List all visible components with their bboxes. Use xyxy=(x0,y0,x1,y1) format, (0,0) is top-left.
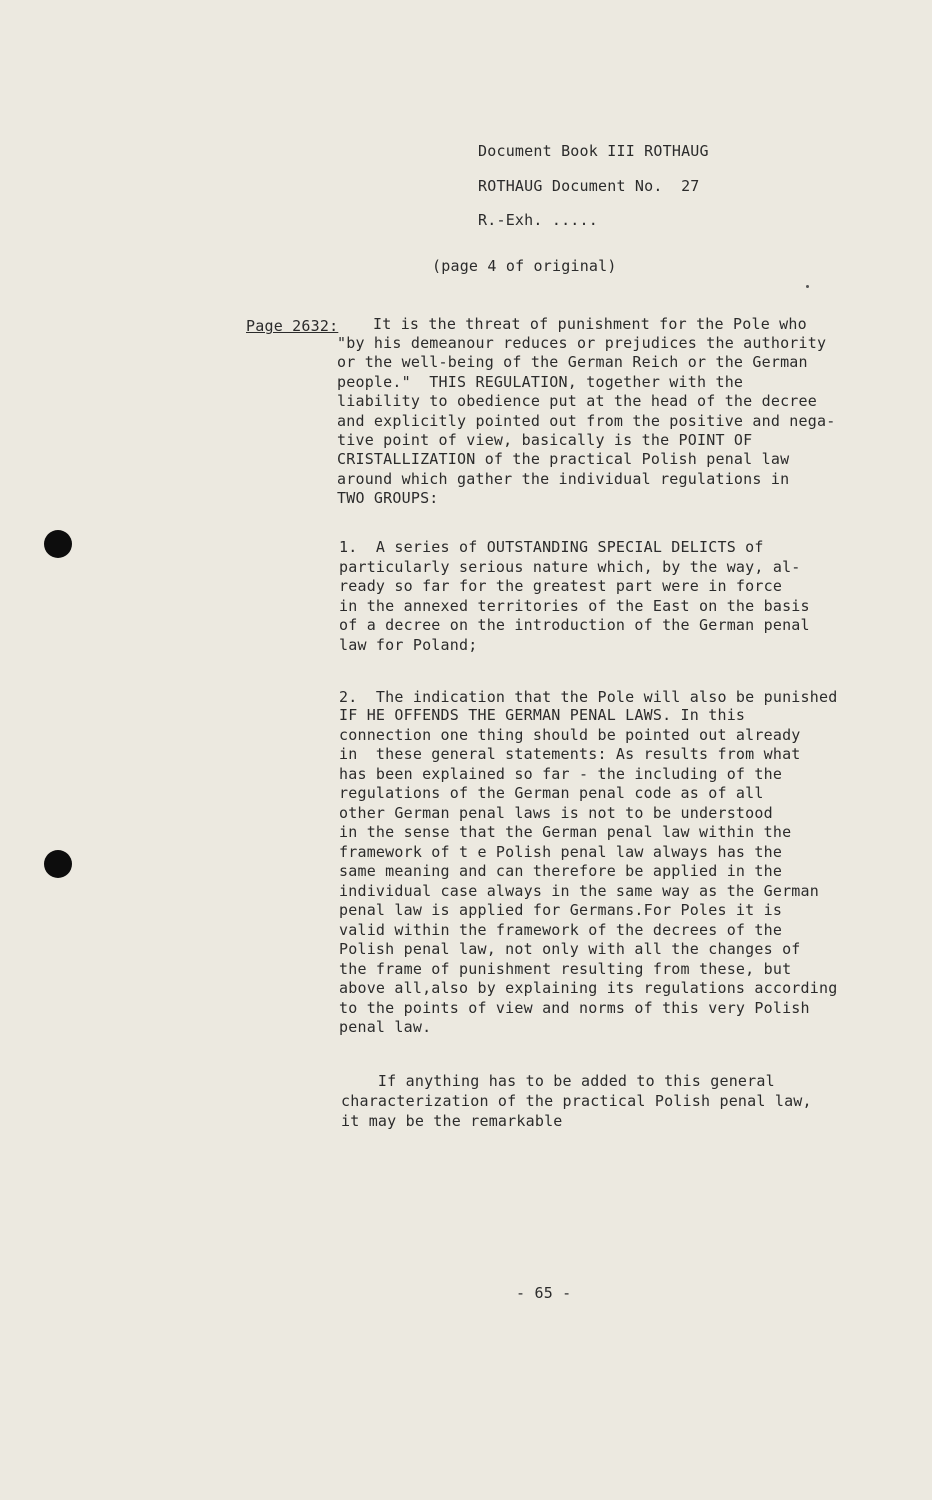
item-2-line: in the sense that the German penal law within the xyxy=(339,823,792,841)
item-2-line: in these general statements: As results from what xyxy=(339,745,801,763)
paragraph-1-line: TWO GROUPS: xyxy=(337,489,439,507)
item-2-line: other German penal laws is not to be understood xyxy=(339,804,773,822)
paragraph-1-line: people." THIS REGULATION, together with the xyxy=(337,373,744,391)
paragraph-1-line: and explicitly pointed out from the positive and nega- xyxy=(337,412,836,430)
item-2-line: Polish penal law, not only with all the changes of xyxy=(339,940,801,958)
item-1-line: of a decree on the introduction of the German penal xyxy=(339,616,810,634)
item-2-line: has been explained so far - the including of the xyxy=(339,765,783,783)
paragraph-3-line: If anything has to be added to this general xyxy=(341,1072,775,1090)
item-2-line: same meaning and can therefore be applied in the xyxy=(339,862,783,880)
item-2-line: the frame of punishment resulting from these, but xyxy=(339,960,792,978)
punch-hole-bottom xyxy=(44,850,72,878)
item-2-line: IF HE OFFENDS THE GERMAN PENAL LAWS. In this xyxy=(339,706,746,724)
paragraph-3-line: it may be the remarkable xyxy=(341,1112,563,1130)
page-number: - 65 - xyxy=(516,1284,572,1302)
item-2-line: individual case always in the same way as the German xyxy=(339,882,819,900)
page-note: (page 4 of original) xyxy=(432,257,617,275)
item-2-line: valid within the framework of the decrees of the xyxy=(339,921,783,939)
item-2-line: 2. The indication that the Pole will also be punished xyxy=(339,688,838,706)
paragraph-3-line: characterization of the practical Polish penal law, xyxy=(341,1092,812,1110)
item-2-line: connection one thing should be pointed out already xyxy=(339,726,801,744)
paragraph-1-line: CRISTALLIZATION of the practical Polish penal law xyxy=(337,450,790,468)
paragraph-1-line: tive point of view, basically is the POINT OF xyxy=(337,431,753,449)
paragraph-1-line: It is the threat of punishment for the Pole who xyxy=(373,315,807,333)
header-exhibit: R.-Exh. ..... xyxy=(478,211,598,229)
item-2-line: regulations of the German penal code as of all xyxy=(339,784,764,802)
item-1-line: ready so far for the greatest part were in force xyxy=(339,577,783,595)
paragraph-1-line: or the well-being of the German Reich or the German xyxy=(337,353,808,371)
paragraph-1-line: liability to obedience put at the head of the decree xyxy=(337,392,817,410)
page-reference: Page 2632: xyxy=(246,317,339,335)
item-1-line: particularly serious nature which, by the way, al- xyxy=(339,558,801,576)
speck xyxy=(806,285,809,288)
item-2-line: penal law is applied for Germans.For Poles it is xyxy=(339,901,783,919)
header-document: ROTHAUG Document No. 27 xyxy=(478,177,700,195)
item-2-line: above all,also by explaining its regulations according xyxy=(339,979,838,997)
item-2-line: penal law. xyxy=(339,1018,432,1036)
item-1-line: law for Poland; xyxy=(339,636,478,654)
item-1-line: 1. A series of OUTSTANDING SPECIAL DELICTS of xyxy=(339,538,764,556)
item-2-line: framework of t e Polish penal law always has the xyxy=(339,843,783,861)
item-1-line: in the annexed territories of the East on the basis xyxy=(339,597,810,615)
item-2-line: to the points of view and norms of this very Polish xyxy=(339,999,810,1017)
header-book: Document Book III ROTHAUG xyxy=(478,142,709,160)
paragraph-1-line: "by his demeanour reduces or prejudices the authority xyxy=(337,334,827,352)
punch-hole-top xyxy=(44,530,72,558)
paragraph-1-line: around which gather the individual regulations in xyxy=(337,470,790,488)
